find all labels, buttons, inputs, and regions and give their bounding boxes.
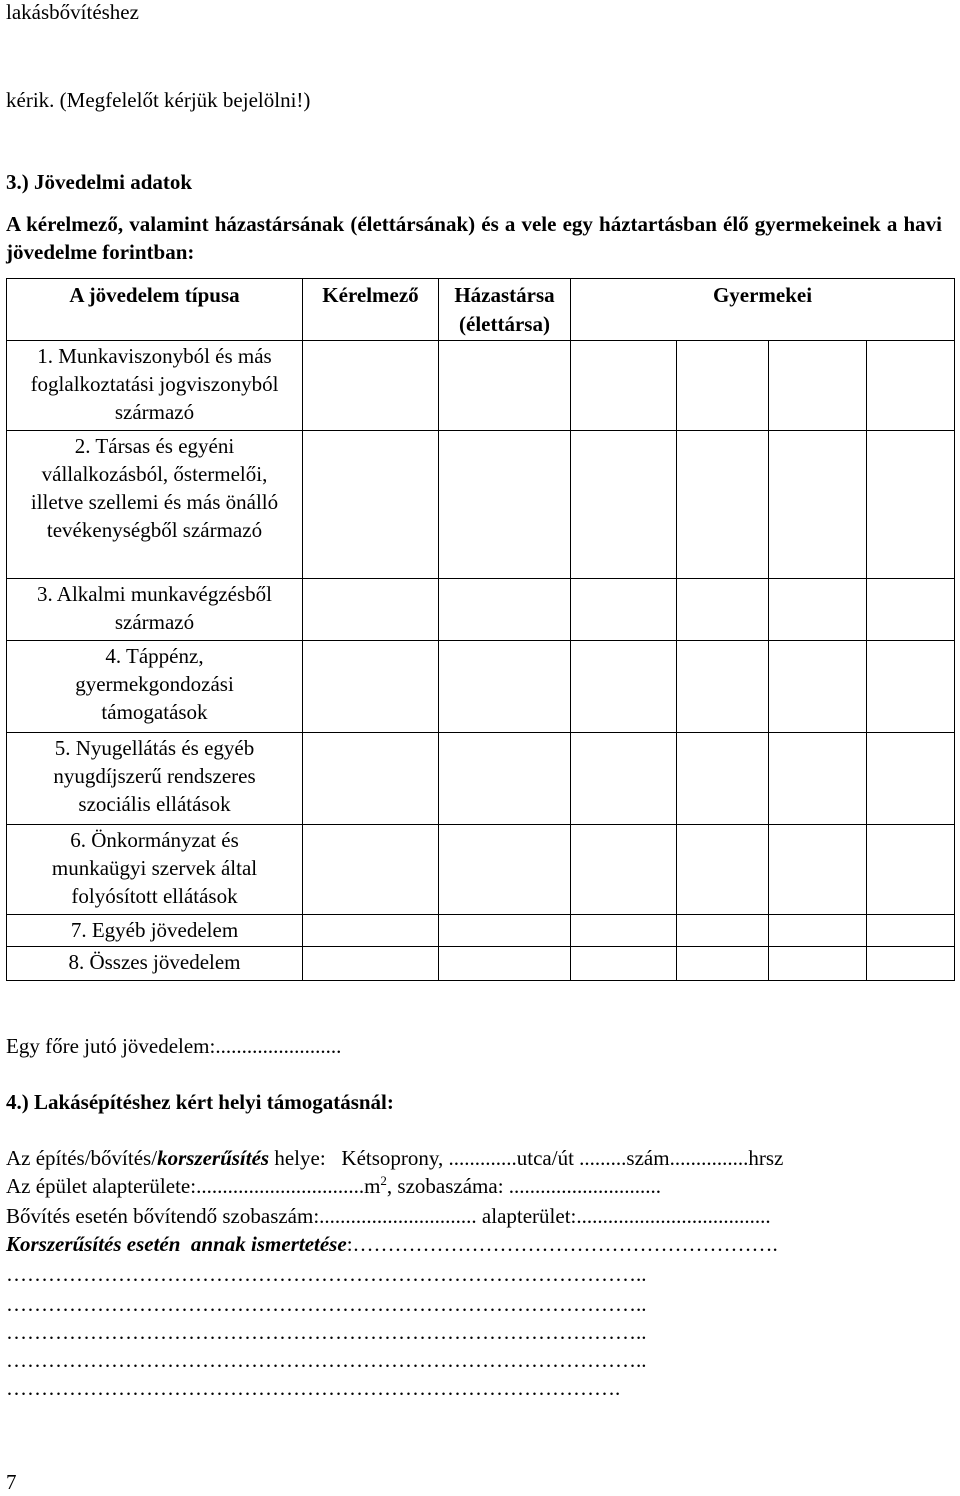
section4-heading: 4.) Lakásépítéshez kért helyi támogatásnál: [6,1090,394,1114]
dotted-line: ……………………………………………………………………………. [6,1376,621,1400]
location-bold: korszerűsítés [157,1146,270,1170]
child-cell[interactable] [677,341,769,431]
spouse-cell[interactable] [439,341,571,431]
child-cell[interactable] [677,825,769,915]
dotted-line: ……………………………………………………………………………….. [6,1292,647,1316]
spouse-cell[interactable] [439,825,571,915]
table-header-row [7,279,955,341]
extension-line: Bővítés esetén bővítendő szobaszám:.............................. alapterület:..................................... [6,1204,771,1228]
child-cell[interactable] [769,431,867,579]
header-spouse-line2: (élettársa) [459,312,550,336]
row-label: 8. Összes jövedelem [7,947,303,981]
section3-heading: 3.) Jövedelmi adatok [6,170,193,194]
income-table [6,278,955,981]
child-cell[interactable] [867,579,955,641]
child-cell[interactable] [571,915,677,947]
child-cell[interactable] [867,733,955,825]
per-capita-income: Egy főre jutó jövedelem:........................ [6,1034,342,1058]
child-cell[interactable] [571,431,677,579]
floor-area-line [6,1174,661,1199]
header-applicant: Kérelmező [303,279,439,341]
child-cell[interactable] [769,733,867,825]
table-row-total [7,947,955,981]
child-cell[interactable] [677,915,769,947]
dotted-line: ……………………………………………………………………………….. [6,1262,647,1286]
top-line: lakásbővítéshez [6,0,139,24]
spouse-cell[interactable] [439,915,571,947]
spouse-cell[interactable] [439,579,571,641]
applicant-cell[interactable] [303,733,439,825]
dotted-line: ……………………………………………………………………………….. [6,1348,647,1372]
applicant-cell[interactable] [303,947,439,981]
dotted-line: ……………………………………………………………………………….. [6,1320,647,1344]
child-cell[interactable] [867,825,955,915]
row-label: 7. Egyéb jövedelem [7,915,303,947]
applicant-cell[interactable] [303,915,439,947]
child-cell[interactable] [571,641,677,733]
spouse-cell[interactable] [439,641,571,733]
child-cell[interactable] [677,431,769,579]
child-cell[interactable] [769,341,867,431]
child-cell[interactable] [867,341,955,431]
spouse-cell[interactable] [439,431,571,579]
applicant-cell[interactable] [303,579,439,641]
section3-intro: A kérelmező, valamint házastársának (élettársának) és a vele egy háztartásban élő gyermekeinek a havi jövedelme forintban: [6,212,942,264]
location-prefix: Az építés/bővítés/ [6,1146,158,1170]
table-row [7,341,955,431]
floor-area-sup: 2 [380,1173,387,1188]
header-spouse-line1: Házastársa [454,283,555,307]
request-line: kérik. (Megfelelőt kérjük bejelölni!) [6,88,311,112]
applicant-cell[interactable] [303,825,439,915]
applicant-cell[interactable] [303,341,439,431]
applicant-cell[interactable] [303,431,439,579]
modernization-dots: :……………………………………………………. [346,1232,778,1256]
spouse-cell[interactable] [439,733,571,825]
child-cell[interactable] [677,579,769,641]
child-cell[interactable] [571,733,677,825]
table-row [7,825,955,915]
table-row [7,915,955,947]
location-line [6,1146,783,1171]
row-label: 5. Nyugellátás és egyéb nyugdíjszerű rendszeres szociális ellátások [7,733,303,825]
table-row [7,733,955,825]
header-children: Gyermekei [571,279,955,341]
row-label: 3. Alkalmi munkavégzésből származó [7,579,303,641]
child-cell[interactable] [867,431,955,579]
child-cell[interactable] [571,947,677,981]
header-spouse [439,279,571,341]
child-cell[interactable] [769,579,867,641]
child-cell[interactable] [677,947,769,981]
child-cell[interactable] [867,641,955,733]
header-income-type: A jövedelem típusa [7,279,303,341]
child-cell[interactable] [571,825,677,915]
rooms-text: , szobaszáma: ............................. [386,1174,662,1198]
child-cell[interactable] [769,641,867,733]
table-row [7,641,955,733]
child-cell[interactable] [867,947,955,981]
child-cell[interactable] [769,825,867,915]
row-label: 2. Társas és egyéni vállalkozásból, őstermelői, illetve szellemi és más önálló tevékenységből származó [7,431,303,579]
child-cell[interactable] [769,915,867,947]
child-cell[interactable] [867,915,955,947]
table-row [7,579,955,641]
modernization-label: Korszerűsítés esetén annak ismertetése [6,1232,347,1256]
child-cell[interactable] [677,733,769,825]
child-cell[interactable] [677,641,769,733]
child-cell[interactable] [769,947,867,981]
table-row [7,431,955,579]
row-label: 6. Önkormányzat és munkaügyi szervek által folyósított ellátások [7,825,303,915]
page-number: 7 [6,1470,17,1494]
location-suffix: helye: Kétsoprony, .............utca/út .........szám...............hrsz [269,1146,784,1170]
floor-area-text: Az épület alapterülete:................................m [6,1174,381,1198]
row-label: 1. Munkaviszonyból és más foglalkoztatási jogviszonyból származó [7,341,303,431]
spouse-cell[interactable] [439,947,571,981]
child-cell[interactable] [571,579,677,641]
modernization-line [6,1232,778,1257]
applicant-cell[interactable] [303,641,439,733]
row-label: 4. Táppénz, gyermekgondozási támogatások [7,641,303,733]
child-cell[interactable] [571,341,677,431]
